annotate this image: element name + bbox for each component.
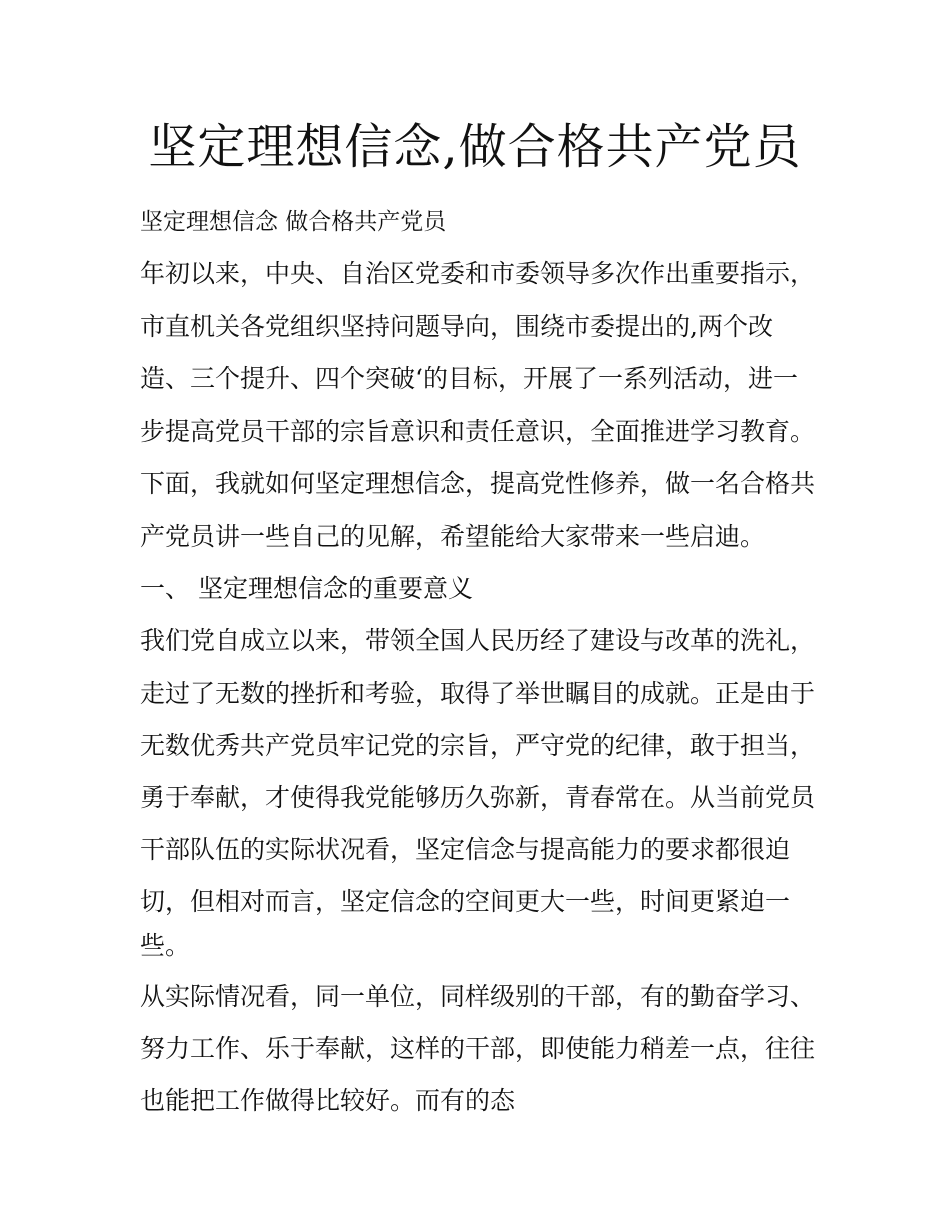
document-title: 坚定理想信念,做合格共产党员 [148,119,802,175]
paragraph-line: 努力工作、乐于奉献，这样的干部，即使能力稍差一点，往往 [140,1034,816,1063]
document-subtitle: 坚定理想信念 做合格共产党员 [140,209,447,235]
paragraph-line: 造、三个提升、四个突破‘的目标，开展了一系列活动，进一 [140,364,798,393]
paragraph-line: 从实际情况看，同一单位，同样级别的干部，有的勤奋学习、 [140,982,816,1011]
paragraph-line: 也能把工作做得比较好。而有的态 [140,1086,516,1115]
paragraph-line: 切，但相对而言，坚定信念的空间更大一些，时间更紧迫一 [140,887,791,916]
paragraph-line: 勇于奉献，才使得我党能够历久弥新，青春常在。从当前党员 [140,783,816,812]
paragraph-line: 干部队伍的实际状况看，坚定信念与提高能力的要求都很迫 [140,835,791,864]
paragraph-line: 产党员讲一些自己的见解，希望能给大家带来一些启迪。 [140,522,766,551]
paragraph-line: 我们党自成立以来，带领全国人民历经了建设与改革的洗礼， [140,626,816,655]
paragraph-line: 走过了无数的挫折和考验，取得了举世瞩目的成就。正是由于 [140,679,816,708]
section-heading: 一、 坚定理想信念的重要意义 [140,574,473,603]
paragraph-line: 年初以来，中央、自治区党委和市委领导多次作出重要指示， [140,259,816,288]
paragraph-line: 无数优秀共产党员牢记党的宗旨，严守党的纪律，敢于担当， [140,731,816,760]
paragraph-line: 市直机关各党组织坚持问题导向，围绕市委提出的,两个改 [140,312,773,341]
paragraph-line: 些。 [140,931,191,960]
paragraph-line: 步提高党员干部的宗旨意识和责任意识，全面推进学习教育。 [140,417,816,446]
paragraph-line: 下面，我就如何坚定理想信念，提高党性修养，做一名合格共 [140,469,816,498]
